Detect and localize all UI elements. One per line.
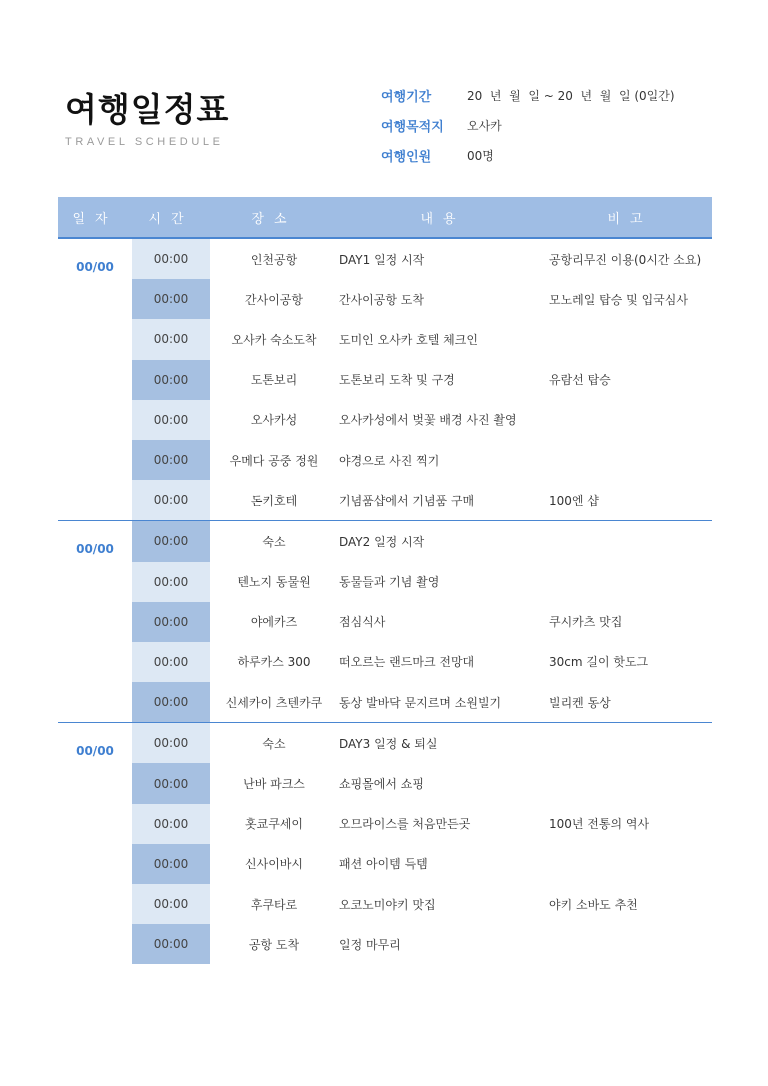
day-rows (132, 723, 712, 964)
day-rows (132, 239, 712, 520)
place-cell: 숙소 (262, 534, 286, 549)
place-cell: 숙소 (262, 736, 286, 751)
day-date: 00/00 (76, 542, 114, 557)
table-row (132, 279, 712, 319)
place-cell: 공항 도착 (248, 937, 300, 952)
day-group (58, 239, 712, 521)
content-cell: DAY2 일정 시작 (339, 534, 425, 549)
day-group (58, 521, 712, 723)
note-cell: 유람선 탑승 (549, 373, 611, 388)
info-value: 00명 (467, 148, 494, 163)
table-row (132, 682, 712, 722)
info-value: 오사카 (467, 118, 502, 133)
day-date: 00/00 (76, 744, 114, 759)
place-cell: 난바 파크스 (243, 777, 305, 792)
time-cell: 00:00 (132, 682, 210, 722)
content-cell: 일정 마무리 (339, 937, 401, 952)
content-cell: 간사이공항 도착 (339, 292, 424, 307)
header-note: 비고 (607, 211, 653, 227)
time-cell: 00:00 (132, 400, 210, 440)
content-cell: 점심식사 (339, 615, 386, 630)
table-row (132, 924, 712, 964)
place-cell: 홋쿄쿠세이 (245, 817, 303, 832)
place-cell: 도톤보리 (250, 373, 298, 388)
table-row (132, 239, 712, 279)
day-group (58, 723, 712, 964)
content-cell: 쇼핑몰에서 쇼핑 (339, 777, 424, 792)
time-cell: 00:00 (132, 319, 210, 359)
content-cell: 야경으로 사진 찍기 (339, 453, 440, 468)
info-row-people (381, 140, 675, 170)
table-row (132, 360, 712, 400)
table-row (132, 521, 712, 561)
table-row (132, 480, 712, 520)
place-cell: 인천공항 (250, 252, 298, 267)
time-cell: 00:00 (132, 239, 210, 279)
place-cell: 하루카스 300 (237, 655, 311, 670)
info-row-destination (381, 110, 675, 140)
place-cell: 텐노지 동물원 (237, 575, 311, 590)
time-cell: 00:00 (132, 602, 210, 642)
note-cell: 야키 소바도 추천 (549, 897, 638, 912)
place-cell: 신사이바시 (245, 857, 303, 872)
content-cell: 오코노미야키 맛집 (339, 897, 436, 912)
note-cell: 쿠시카츠 맛집 (549, 615, 623, 630)
header-content: 내용 (420, 211, 466, 227)
schedule-table (58, 197, 712, 964)
time-cell: 00:00 (132, 924, 210, 964)
content-cell: 패션 아이템 득템 (339, 857, 428, 872)
time-cell: 00:00 (132, 279, 210, 319)
content-cell: 오사카성에서 벚꽃 배경 사진 촬영 (339, 413, 517, 428)
table-row (132, 884, 712, 924)
content-cell: 동상 발바닥 문지르며 소원빌기 (339, 695, 502, 710)
place-cell: 돈키호테 (250, 493, 298, 508)
page-title: 여행일정표 (65, 90, 230, 129)
place-cell: 신세카이 츠텐카쿠 (225, 695, 323, 710)
time-cell: 00:00 (132, 884, 210, 924)
time-cell: 00:00 (132, 562, 210, 602)
header-place: 장소 (251, 211, 297, 227)
day-rows (132, 521, 712, 722)
table-row (132, 400, 712, 440)
info-row-period (381, 80, 675, 110)
place-cell: 후쿠타로 (250, 897, 298, 912)
note-cell: 빌리켄 동상 (549, 695, 611, 710)
note-cell: 모노레일 탑승 및 입국심사 (549, 292, 688, 307)
note-cell: 100년 전통의 역사 (549, 817, 650, 832)
note-cell: 100엔 샵 (549, 493, 599, 508)
time-cell: 00:00 (132, 723, 210, 763)
place-cell: 우메다 공중 정원 (229, 453, 319, 468)
header-time: 시간 (148, 211, 194, 227)
table-row (132, 319, 712, 359)
info-label: 여행기간 (381, 89, 432, 105)
content-cell: 도톤보리 도착 및 구경 (339, 373, 455, 388)
content-cell: 동물들과 기념 촬영 (339, 575, 440, 590)
trip-info (381, 80, 675, 170)
time-cell: 00:00 (132, 763, 210, 803)
note-cell: 공항리무진 이용(0시간 소요) (549, 252, 702, 267)
table-row (132, 844, 712, 884)
time-cell: 00:00 (132, 804, 210, 844)
place-cell: 야에카즈 (250, 615, 298, 630)
table-row (132, 763, 712, 803)
time-cell: 00:00 (132, 480, 210, 520)
table-row (132, 642, 712, 682)
table-header (58, 197, 712, 239)
header-day: 일자 (72, 211, 118, 227)
time-cell: 00:00 (132, 521, 210, 561)
place-cell: 오사카성 (250, 413, 298, 428)
table-row (132, 723, 712, 763)
page-subtitle: TRAVEL SCHEDULE (65, 136, 224, 148)
table-row (132, 440, 712, 480)
place-cell: 간사이공항 (245, 292, 303, 307)
place-cell: 오사카 숙소도착 (231, 332, 317, 347)
content-cell: 떠오르는 랜드마크 전망대 (339, 655, 475, 670)
time-cell: 00:00 (132, 844, 210, 884)
content-cell: DAY3 일정 & 퇴실 (339, 736, 438, 751)
time-cell: 00:00 (132, 360, 210, 400)
content-cell: DAY1 일정 시작 (339, 252, 425, 267)
time-cell: 00:00 (132, 440, 210, 480)
time-cell: 00:00 (132, 642, 210, 682)
content-cell: 오므라이스를 처음만든곳 (339, 817, 471, 832)
table-row (132, 804, 712, 844)
note-cell: 30cm 길이 핫도그 (549, 655, 649, 670)
table-body (58, 239, 712, 964)
day-date: 00/00 (76, 260, 114, 274)
info-value: 20 년 월 일 ~ 20 년 월 일 (0일간) (467, 88, 675, 103)
title-block (65, 90, 229, 148)
info-label: 여행인원 (381, 149, 432, 165)
info-label: 여행목적지 (381, 119, 444, 135)
content-cell: 기념품샵에서 기념품 구매 (339, 493, 475, 508)
table-row (132, 602, 712, 642)
table-row (132, 562, 712, 602)
content-cell: 도미인 오사카 호텔 체크인 (339, 332, 478, 347)
